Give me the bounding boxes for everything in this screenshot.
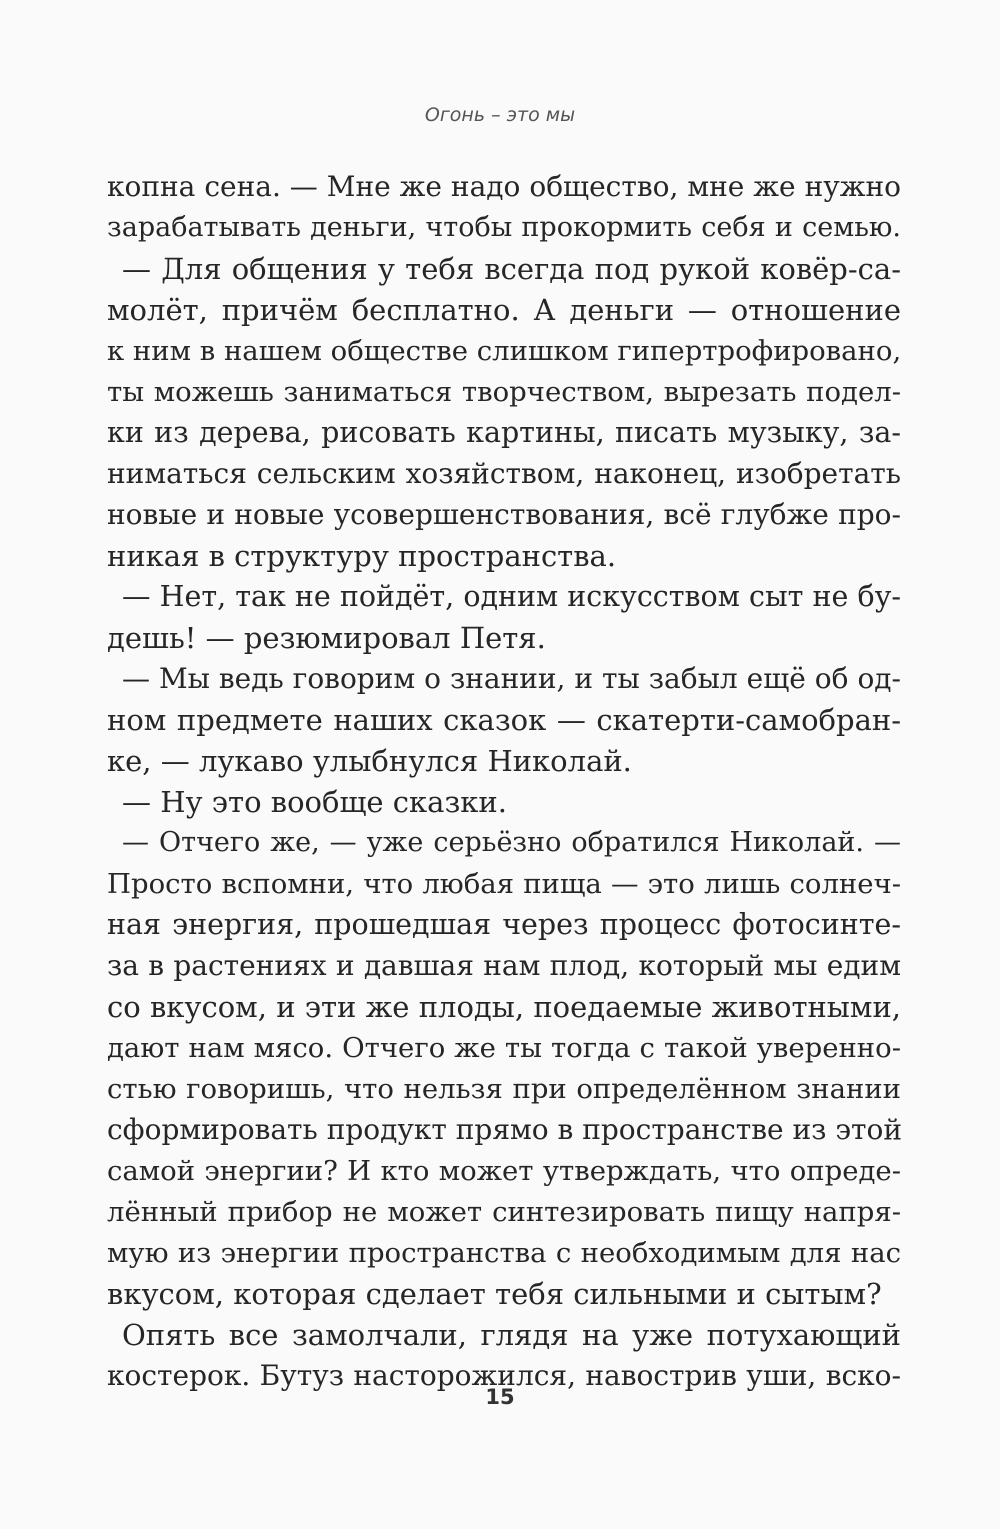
text-line: Опять все замолчали, глядя на уже потухающий [122,1318,901,1352]
text-line: копна сена. — Мне же надо общество, мне же нужно [107,170,901,203]
text-line: новые и новые усовершенствования, всё глубже про- [107,498,901,531]
text-line: ты можешь заниматься творчеством, вырезать подел- [107,376,901,408]
text-line: сформировать продукт прямо в пространстве из этой [107,1113,903,1146]
page-number: 15 [485,1385,515,1409]
text-line: ная энергия, прошедшая через процесс фотосинте- [107,908,901,941]
text-line: дешь! — резюмировал Петя. [107,621,546,655]
text-line: вкусом, которая сделает тебя сильными и сытым? [107,1277,882,1311]
text-line: Просто вспомни, что любая пища — это лишь солнеч- [107,868,901,900]
text-line: — Для общения у тебя всегда под рукой ковёр-са- [122,252,901,286]
text-line: дают нам мясо. Отчего же ты тогда с такой уверенно- [107,1032,901,1064]
text-line: — Мы ведь говорим о знании, и ты забыл ещё об од- [122,662,901,695]
text-line: стью говоришь, что нельзя при определённом знании [107,1073,901,1105]
text-line: — Нет, так не пойдёт, одним искусством сыт не бу- [122,580,901,613]
text-line: за в растениях и давшая нам плод, который мы едим [107,949,901,982]
text-line: лённый прибор не может синтезировать пищу напря- [107,1196,901,1228]
text-line: ном предмете наших сказок — скатерти-самобран- [107,703,901,737]
text-line: зарабатывать деньги, чтобы прокормить себя и семью. [107,212,901,243]
text-line: никая в структуру пространства. [107,539,617,573]
running-header: Огонь – это мы [424,104,576,126]
text-line: молёт, причём бесплатно. А деньги — отношение [107,293,901,327]
text-line: к ним в нашем обществе слишком гипертрофировано, [107,335,902,367]
text-line: — Ну это вообще сказки. [122,785,507,819]
text-line: ниматься сельским хозяйством, наконец, изобретать [107,457,901,490]
text-line: самой энергии? И кто может утверждать, что опреде- [107,1155,901,1187]
text-line: мую из энергии пространства с необходимым для нас [107,1237,901,1269]
text-line: со вкусом, и эти же плоды, поедаемые животными, [107,990,901,1024]
text-line: ке, — лукаво улыбнулся Николай. [107,744,632,778]
text-line: ки из дерева, рисовать картины, писать музыку, за- [107,416,901,449]
text-line: костерок. Бутуз насторожился, навострив уши, вско- [107,1359,901,1392]
text-line: — Отчего же, — уже серьёзно обратился Николай. — [122,827,901,858]
